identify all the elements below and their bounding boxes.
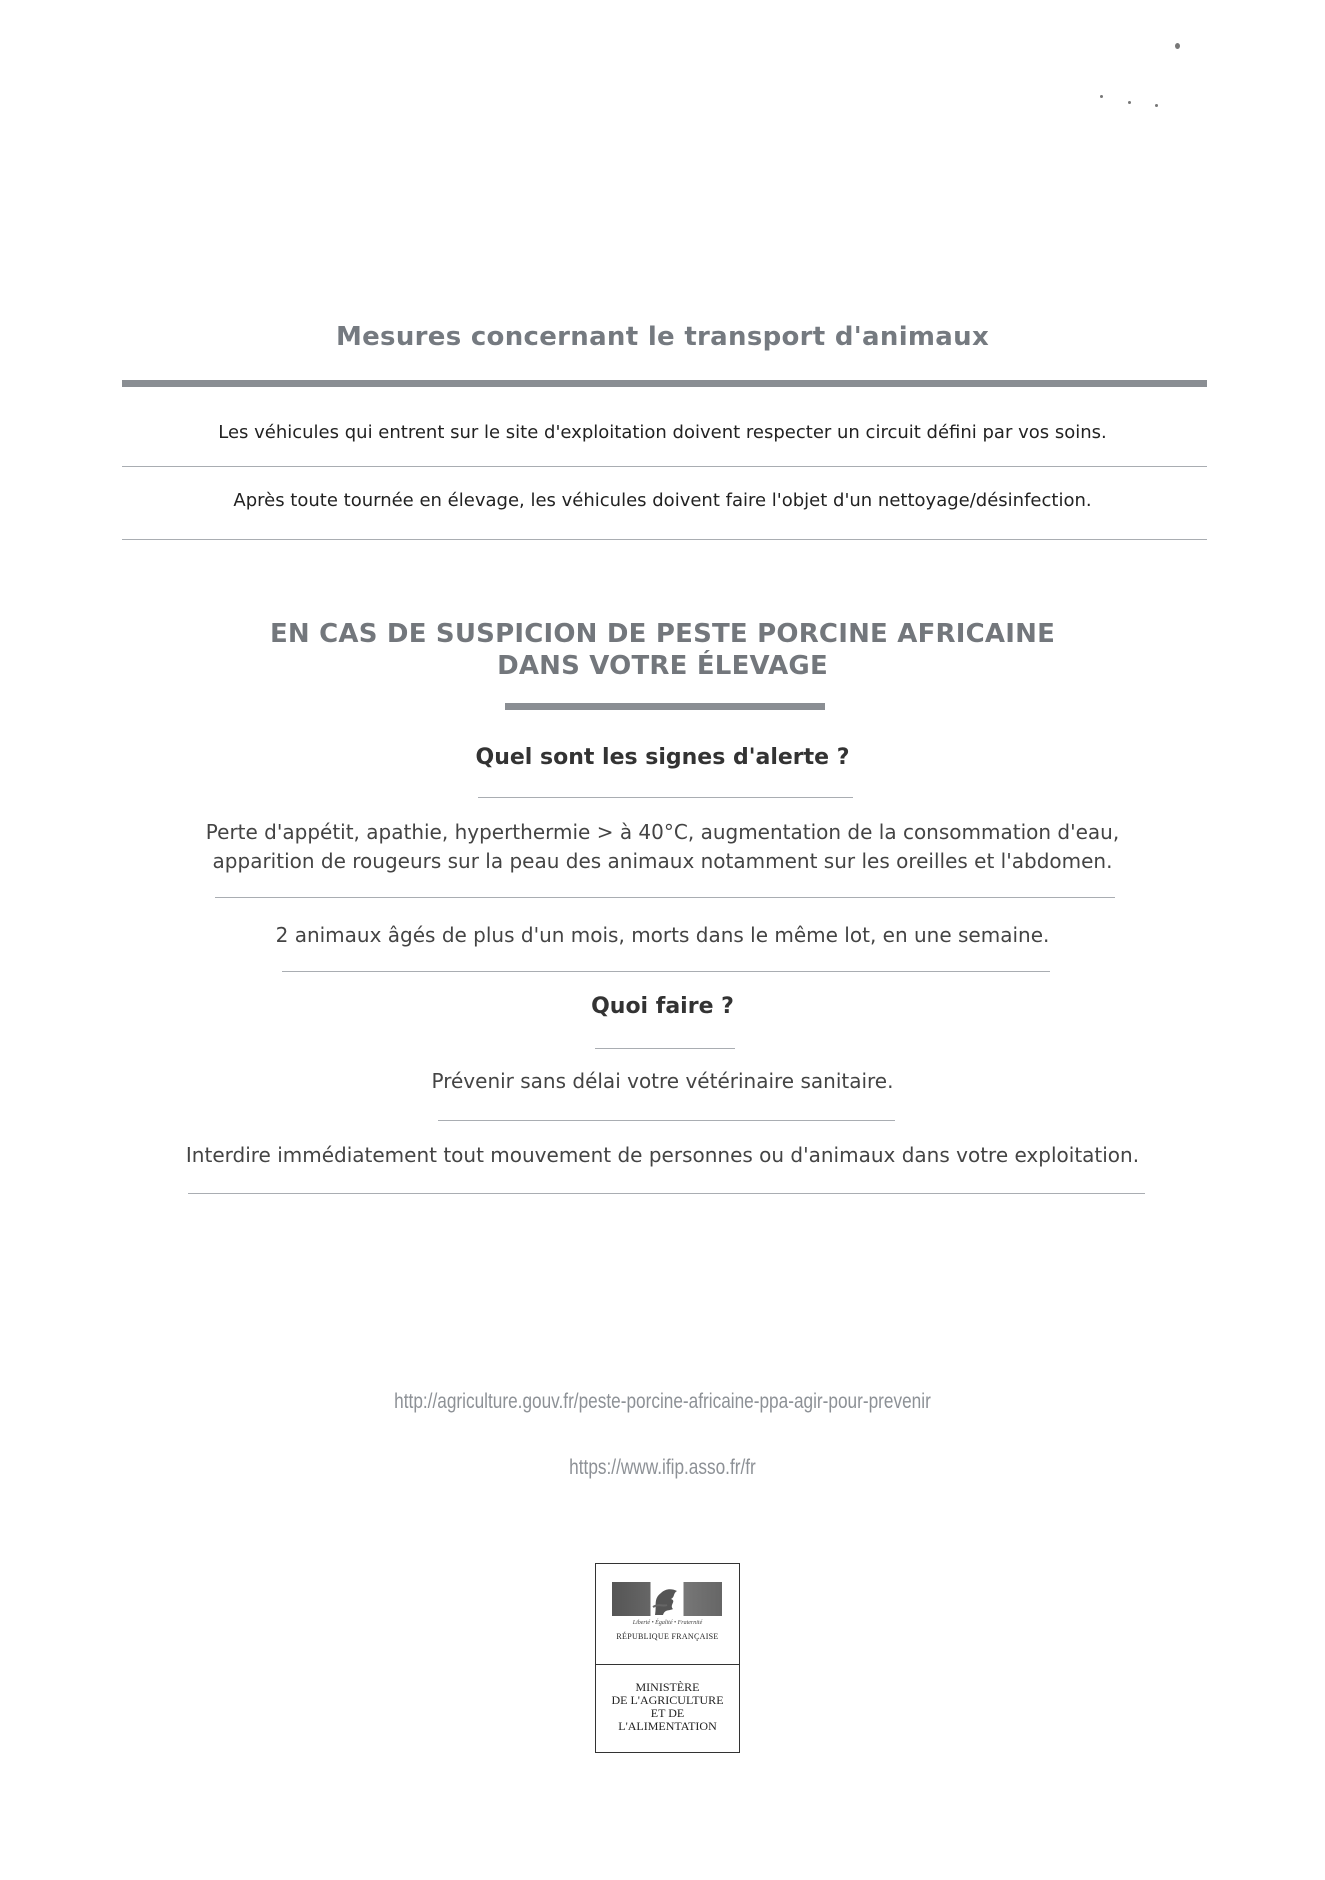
signs-item-1-line-1: Perte d'appétit, apathie, hyperthermie > à 40°C, augmentation de la consommation d'eau,: [205, 820, 1120, 844]
transport-item-2: Après toute tournée en élevage, les véhicules doivent faire l'objet d'un nettoyage/désinfection.: [233, 490, 1092, 511]
thick-divider: [122, 380, 1207, 387]
marianne-profile-icon: [651, 1585, 683, 1615]
marianne-flag-icon: [612, 1582, 722, 1616]
link-agriculture[interactable]: http://agriculture.gouv.fr/peste-porcine-africaine-ppa-agir-pour-prevenir: [394, 1390, 931, 1413]
signs-item-1: [0, 818, 1325, 876]
divider: [595, 1048, 735, 1049]
scan-speck: [1155, 104, 1158, 107]
section-title-line-1: EN CAS DE SUSPICION DE PESTE PORCINE AFRICAINE: [269, 619, 1056, 649]
scan-speck: [1100, 95, 1103, 98]
ministry-line: L'ALIMENTATION: [618, 1719, 717, 1733]
scan-speck: [1175, 43, 1180, 49]
divider: [215, 897, 1115, 898]
transport-item-1: Les véhicules qui entrent sur le site d'exploitation doivent respecter un circuit défini par vos soins.: [218, 422, 1107, 443]
actions-heading: Quoi faire ?: [591, 994, 734, 1019]
marianne-block: [596, 1564, 739, 1665]
actions-item-2: Interdire immédiatement tout mouvement de personnes ou d'animaux dans votre exploitation.: [185, 1143, 1140, 1167]
logo-motto: Liberté • Égalité • Fraternité: [632, 1620, 703, 1626]
signs-heading: Quel sont les signes d'alerte ?: [475, 745, 850, 770]
ministry-logo: [595, 1563, 740, 1753]
divider: [122, 539, 1207, 540]
signs-item-2: 2 animaux âgés de plus d'un mois, morts dans le même lot, en une semaine.: [275, 923, 1050, 947]
logo-ministry-name: [596, 1665, 739, 1733]
ministry-line: ET DE: [650, 1706, 685, 1720]
actions-item-1: Prévenir sans délai votre vétérinaire sanitaire.: [431, 1069, 894, 1093]
link-ifip[interactable]: https://www.ifip.asso.fr/fr: [569, 1456, 756, 1479]
divider: [188, 1193, 1145, 1194]
scan-speck: [1128, 101, 1131, 104]
ministry-line: MINISTÈRE: [635, 1680, 700, 1694]
divider: [282, 971, 1050, 972]
thick-divider: [505, 703, 825, 710]
section-title-transport: Mesures concernant le transport d'animaux: [335, 322, 990, 352]
logo-republic: RÉPUBLIQUE FRANÇAISE: [616, 1632, 719, 1641]
ministry-line: DE L'AGRICULTURE: [611, 1693, 724, 1707]
divider: [438, 1120, 895, 1121]
signs-item-1-line-2: apparition de rougeurs sur la peau des animaux notamment sur les oreilles et l'abdomen.: [212, 849, 1113, 873]
divider: [122, 466, 1207, 467]
divider: [478, 797, 853, 798]
section-title-suspicion: [0, 618, 1325, 682]
section-title-line-2: DANS VOTRE ÉLEVAGE: [497, 651, 828, 681]
